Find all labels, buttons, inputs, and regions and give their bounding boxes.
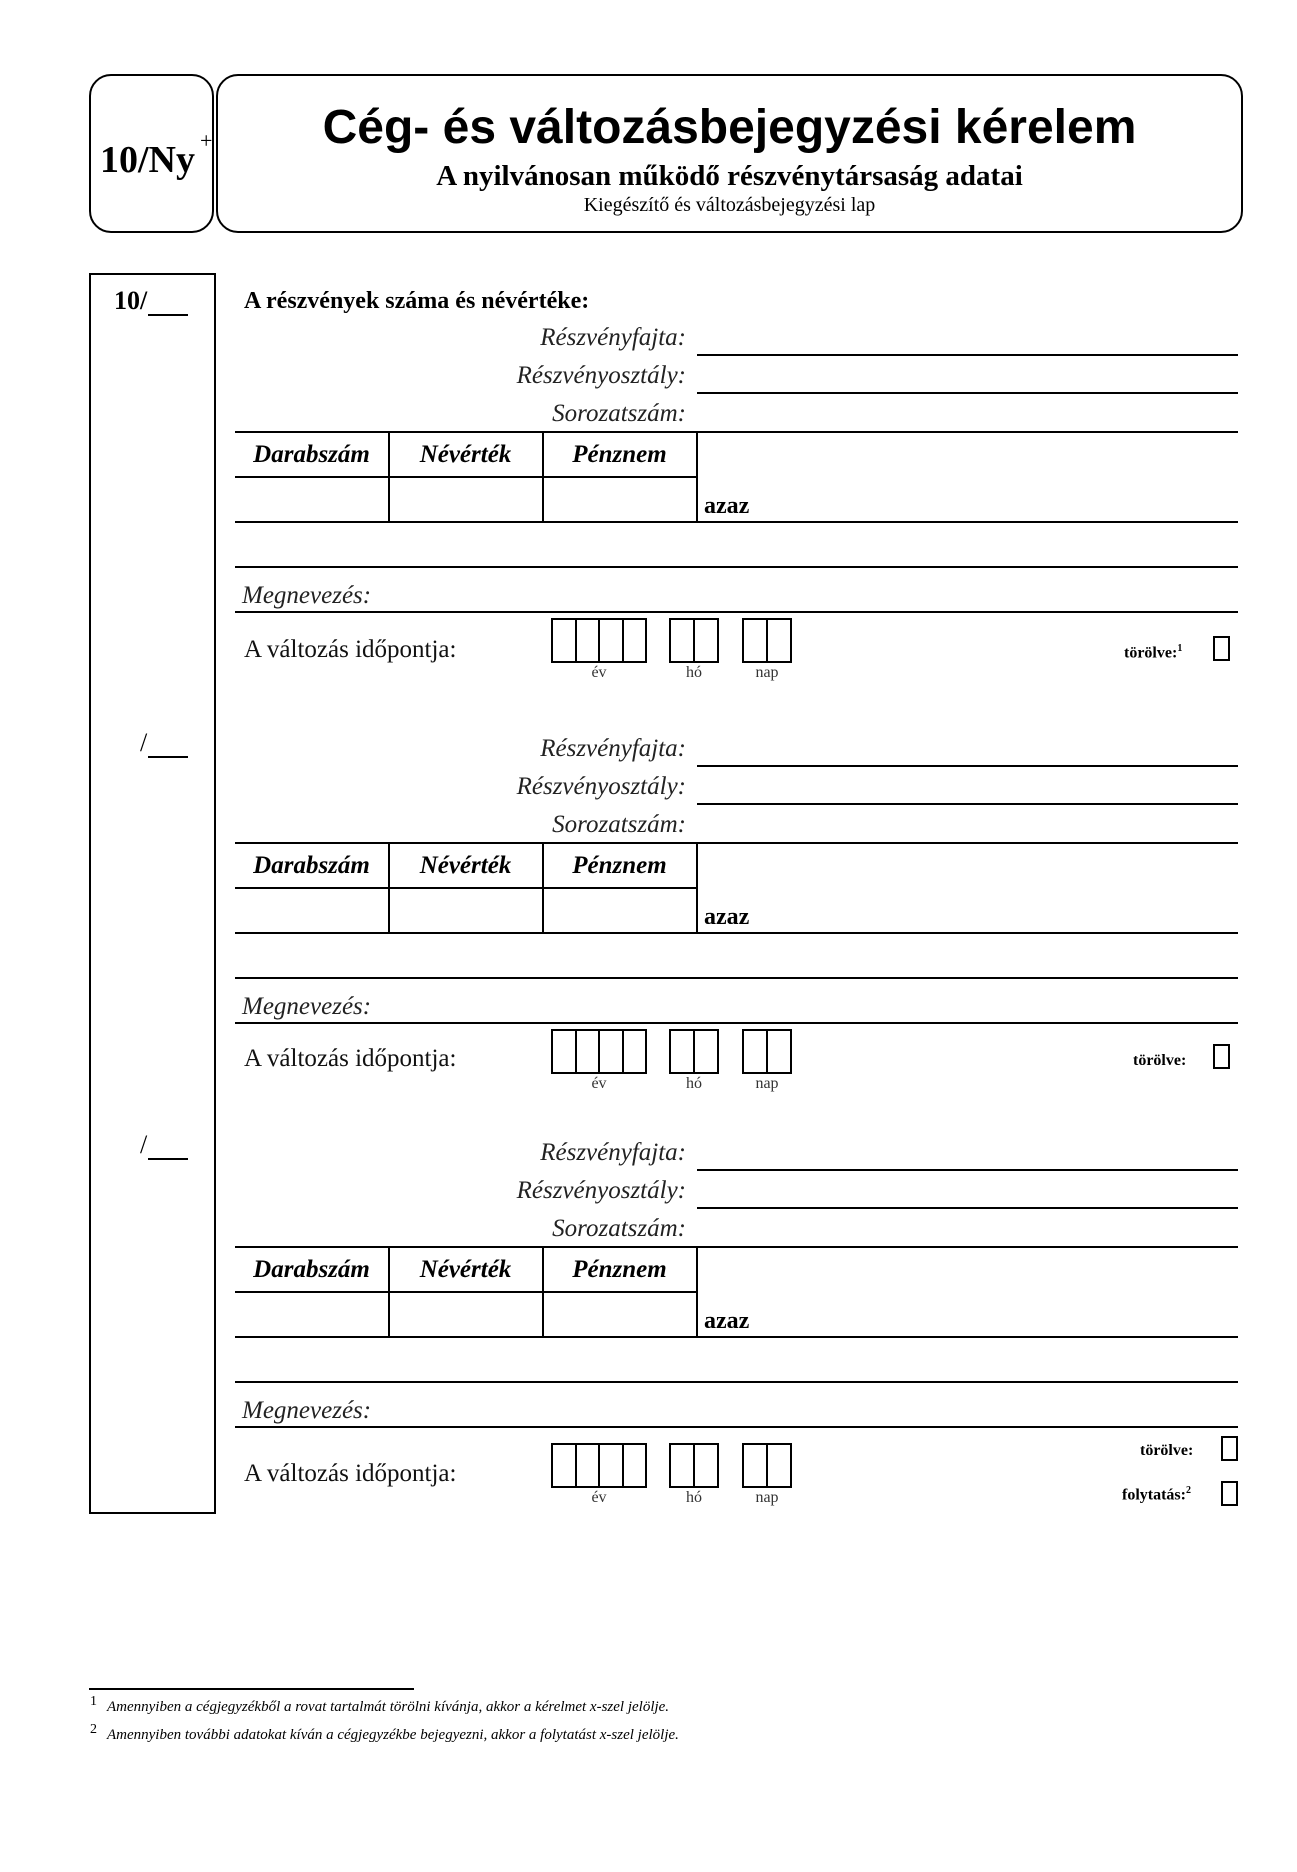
ev-label: év <box>591 1075 607 1092</box>
table-col-divider <box>696 431 698 522</box>
col-darabszam: Darabszám <box>253 441 370 468</box>
sorozatszam-label: Sorozatszám: <box>552 811 686 838</box>
reszvenyosztaly-field[interactable] <box>697 392 1238 394</box>
page-subtitle-2: Kiegészítő és változásbejegyzési lap <box>583 194 876 216</box>
form-code: 10/Ny <box>100 139 195 181</box>
row-number-3: / <box>140 1130 148 1159</box>
torolve-label: törölve:$^1$ <box>1124 643 1183 662</box>
nap-label: nap <box>755 1075 779 1092</box>
reszvenyfajta-label: Részvényfajta: <box>540 324 686 351</box>
page-subtitle: A nyilvánosan működő részvénytársaság adatai <box>436 160 1023 192</box>
reszvenyfajta-field[interactable] <box>697 354 1238 356</box>
footnote-separator <box>89 1688 414 1690</box>
torolve-checkbox[interactable] <box>1213 1044 1230 1069</box>
azaz-label: azaz <box>704 493 750 519</box>
megnevezes-field[interactable] <box>235 1426 1238 1428</box>
row-number-2: / <box>140 728 148 757</box>
megnevezes-label: Megnevezés: <box>242 1397 372 1424</box>
torolve-checkbox[interactable] <box>1213 636 1230 661</box>
row-number-1: 10/ <box>114 286 148 315</box>
darabszam-input[interactable] <box>236 1293 387 1336</box>
nevertek-input[interactable] <box>390 478 541 521</box>
date-day-boxes[interactable] <box>742 618 792 663</box>
penznem-input[interactable] <box>544 478 695 521</box>
valtozas-idopontja-label: A változás időpontja: <box>244 636 457 663</box>
ev-label: év <box>591 664 607 681</box>
page-title: Cég- és változásbejegyzési kérelem <box>322 101 1137 154</box>
date-day-boxes[interactable] <box>742 1029 792 1074</box>
reszvenyfajta-label: Részvényfajta: <box>540 1139 686 1166</box>
reszvenyfajta-field[interactable] <box>697 765 1238 767</box>
torolve-label: törölve: <box>1140 1442 1194 1459</box>
ho-label: hó <box>686 1489 702 1506</box>
valtozas-idopontja-label: A változás időpontja: <box>244 1045 457 1072</box>
row-number-1-blank[interactable] <box>148 314 188 316</box>
azaz-field[interactable] <box>235 977 1238 979</box>
section-heading: A részvények száma és névértéke: <box>244 288 590 314</box>
reszvenyfajta-label: Részvényfajta: <box>540 735 686 762</box>
col-penznem: Pénznem <box>572 441 667 468</box>
nap-label: nap <box>755 664 779 681</box>
table-bottom-line <box>235 521 1238 523</box>
sorozatszam-field[interactable] <box>235 431 1238 433</box>
col-penznem: Pénznem <box>572 1256 667 1283</box>
darabszam-input[interactable] <box>236 889 387 932</box>
sorozatszam-field[interactable] <box>235 1246 1238 1248</box>
reszvenyosztaly-field[interactable] <box>697 803 1238 805</box>
form-code-plus: + <box>200 128 213 153</box>
sorozatszam-field[interactable] <box>235 842 1238 844</box>
azaz-field[interactable] <box>235 566 1238 568</box>
megnevezes-field[interactable] <box>235 1022 1238 1024</box>
table-bottom-line <box>235 932 1238 934</box>
footnote-1: 1 Amennyiben a cégjegyzékből a rovat tartalmát törölni kívánja, akkor a kérelmet x-szel jelölje. <box>90 1694 670 1716</box>
sorozatszam-label: Sorozatszám: <box>552 1215 686 1242</box>
row-number-3-blank[interactable] <box>148 1158 188 1160</box>
megnevezes-field[interactable] <box>235 611 1238 613</box>
darabszam-input[interactable] <box>236 478 387 521</box>
table-col-divider <box>696 1246 698 1337</box>
col-nevertek: Névérték <box>419 1256 512 1283</box>
date-month-boxes[interactable] <box>669 618 719 663</box>
reszvenyfajta-field[interactable] <box>697 1169 1238 1171</box>
reszvenyosztaly-label: Részvényosztály: <box>516 362 686 389</box>
ho-label: hó <box>686 664 702 681</box>
nevertek-input[interactable] <box>390 1293 541 1336</box>
col-darabszam: Darabszám <box>253 852 370 879</box>
azaz-field[interactable] <box>235 1381 1238 1383</box>
penznem-input[interactable] <box>544 1293 695 1336</box>
col-nevertek: Névérték <box>419 852 512 879</box>
nevertek-input[interactable] <box>390 889 541 932</box>
reszvenyosztaly-field[interactable] <box>697 1207 1238 1209</box>
col-penznem: Pénznem <box>572 852 667 879</box>
azaz-label: azaz <box>704 1308 750 1334</box>
azaz-label: azaz <box>704 904 750 930</box>
ev-label: év <box>591 1489 607 1506</box>
folytatas-checkbox[interactable] <box>1221 1481 1238 1506</box>
date-month-boxes[interactable] <box>669 1029 719 1074</box>
torolve-label: törölve: <box>1133 1052 1187 1069</box>
date-day-boxes[interactable] <box>742 1443 792 1488</box>
reszvenyosztaly-label: Részvényosztály: <box>516 773 686 800</box>
megnevezes-label: Megnevezés: <box>242 993 372 1020</box>
table-bottom-line <box>235 1336 1238 1338</box>
valtozas-idopontja-label: A változás időpontja: <box>244 1460 457 1487</box>
row-number-column <box>89 273 216 1514</box>
date-year-boxes[interactable] <box>551 618 647 663</box>
penznem-input[interactable] <box>544 889 695 932</box>
sorozatszam-label: Sorozatszám: <box>552 400 686 427</box>
col-darabszam: Darabszám <box>253 1256 370 1283</box>
footnote-2: 2 Amennyiben további adatokat kíván a cégjegyzékbe bejegyezni, akkor a folytatást x-szel jelölje. <box>90 1722 679 1744</box>
date-year-boxes[interactable] <box>551 1029 647 1074</box>
nap-label: nap <box>755 1489 779 1506</box>
reszvenyosztaly-label: Részvényosztály: <box>516 1177 686 1204</box>
col-nevertek: Névérték <box>419 441 512 468</box>
megnevezes-label: Megnevezés: <box>242 582 372 609</box>
date-month-boxes[interactable] <box>669 1443 719 1488</box>
row-number-2-blank[interactable] <box>148 756 188 758</box>
table-col-divider <box>696 842 698 933</box>
torolve-checkbox[interactable] <box>1221 1436 1238 1461</box>
folytatas-label: folytatás:$^2$ <box>1122 1485 1191 1504</box>
ho-label: hó <box>686 1075 702 1092</box>
date-year-boxes[interactable] <box>551 1443 647 1488</box>
